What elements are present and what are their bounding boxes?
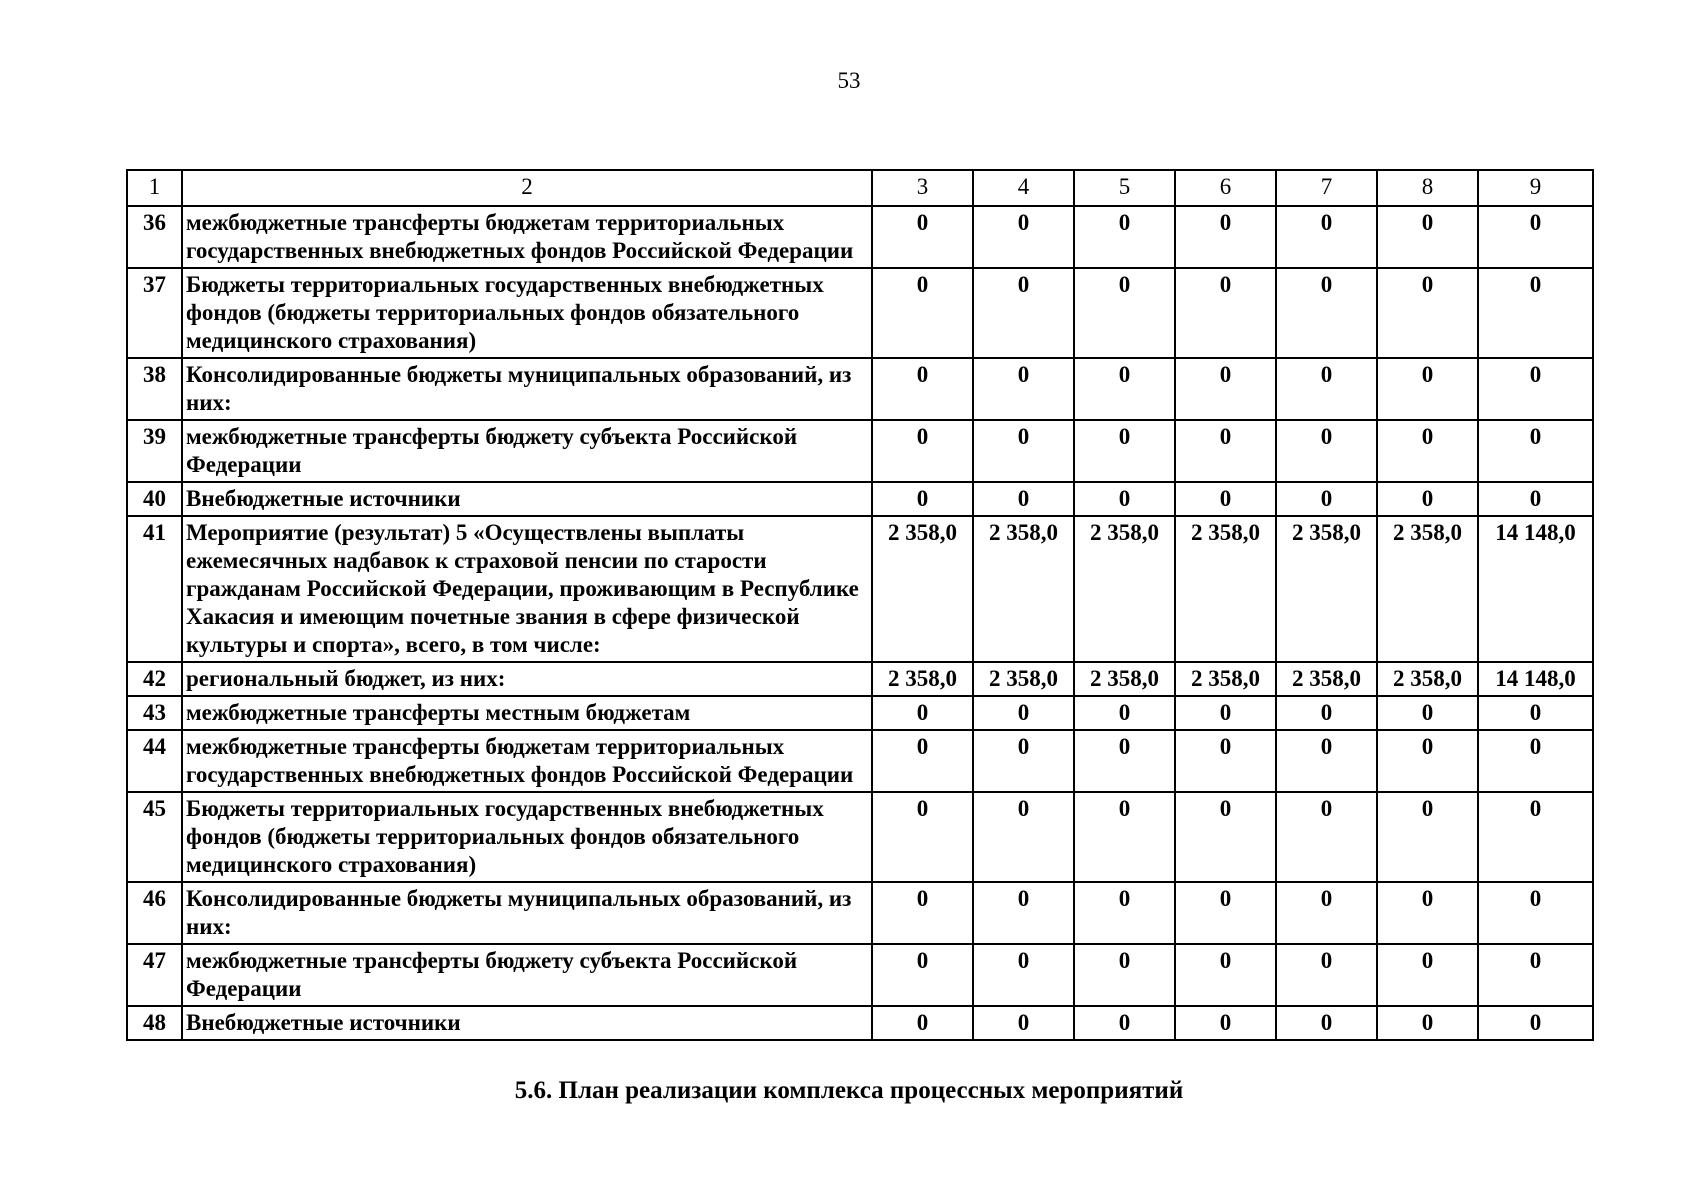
budget-table [126, 169, 1594, 1041]
row-description: межбюджетные трансферты бюджету субъекта Российской Федерации [182, 420, 872, 482]
value-cell: 0 [1478, 268, 1593, 358]
row-number: 42 [127, 662, 182, 696]
value-cell: 0 [973, 268, 1074, 358]
table-row [127, 792, 1593, 882]
value-cell: 2 358,0 [872, 516, 973, 662]
table-row [127, 206, 1593, 268]
value-cell: 0 [872, 696, 973, 730]
row-description: Внебюджетные источники [182, 482, 872, 516]
value-cell: 0 [1276, 268, 1377, 358]
value-cell: 0 [872, 944, 973, 1006]
value-cell: 0 [1074, 358, 1175, 420]
table-row [127, 268, 1593, 358]
column-header: 1 [127, 170, 182, 206]
value-cell: 0 [973, 206, 1074, 268]
value-cell: 0 [973, 792, 1074, 882]
value-cell: 0 [973, 482, 1074, 516]
row-description: Бюджеты территориальных государственных внебюджетных фондов (бюджеты территориальных фондов обязательного медицинского страхования) [182, 268, 872, 358]
value-cell: 0 [1276, 420, 1377, 482]
value-cell: 0 [1478, 482, 1593, 516]
table-row [127, 516, 1593, 662]
value-cell: 0 [1478, 420, 1593, 482]
value-cell: 0 [1478, 206, 1593, 268]
budget-table-container [126, 169, 1592, 1041]
table-row [127, 662, 1593, 696]
value-cell: 0 [1377, 1006, 1478, 1040]
column-header: 3 [872, 170, 973, 206]
value-cell: 0 [1175, 882, 1276, 944]
value-cell: 0 [1377, 882, 1478, 944]
value-cell: 0 [973, 358, 1074, 420]
value-cell: 0 [1377, 420, 1478, 482]
column-header: 6 [1175, 170, 1276, 206]
value-cell: 2 358,0 [1377, 662, 1478, 696]
column-header: 7 [1276, 170, 1377, 206]
row-number: 47 [127, 944, 182, 1006]
row-description: Консолидированные бюджеты муниципальных образований, из них: [182, 882, 872, 944]
value-cell: 0 [1175, 206, 1276, 268]
row-number: 44 [127, 730, 182, 792]
value-cell: 0 [1175, 482, 1276, 516]
table-row [127, 882, 1593, 944]
value-cell: 0 [1478, 358, 1593, 420]
table-row [127, 944, 1593, 1006]
value-cell: 2 358,0 [1276, 662, 1377, 696]
row-number: 39 [127, 420, 182, 482]
value-cell: 0 [1074, 730, 1175, 792]
value-cell: 0 [872, 482, 973, 516]
row-description: межбюджетные трансферты бюджетам территориальных государственных внебюджетных фондов Российской Федерации [182, 730, 872, 792]
value-cell: 0 [872, 358, 973, 420]
table-body [127, 206, 1593, 1040]
row-number: 41 [127, 516, 182, 662]
value-cell: 0 [1478, 944, 1593, 1006]
value-cell: 0 [973, 730, 1074, 792]
value-cell: 0 [1074, 1006, 1175, 1040]
table-row [127, 420, 1593, 482]
value-cell: 2 358,0 [1074, 662, 1175, 696]
value-cell: 0 [1074, 696, 1175, 730]
value-cell: 0 [1175, 792, 1276, 882]
value-cell: 0 [1276, 944, 1377, 1006]
section-title: 5.6. План реализации комплекса процессных мероприятий [514, 1077, 1184, 1104]
value-cell: 0 [1074, 420, 1175, 482]
value-cell: 0 [1276, 696, 1377, 730]
value-cell: 0 [1175, 944, 1276, 1006]
table-row [127, 696, 1593, 730]
value-cell: 0 [1074, 792, 1175, 882]
value-cell: 0 [1377, 730, 1478, 792]
table-row [127, 1006, 1593, 1040]
value-cell: 0 [1377, 358, 1478, 420]
value-cell: 0 [1276, 792, 1377, 882]
value-cell: 0 [1074, 944, 1175, 1006]
column-header: 9 [1478, 170, 1593, 206]
row-number: 36 [127, 206, 182, 268]
value-cell: 0 [1276, 730, 1377, 792]
row-number: 46 [127, 882, 182, 944]
value-cell: 0 [1377, 206, 1478, 268]
value-cell: 14 148,0 [1478, 516, 1593, 662]
value-cell: 0 [1276, 358, 1377, 420]
row-description: межбюджетные трансферты бюджету субъекта Российской Федерации [182, 944, 872, 1006]
value-cell: 0 [973, 1006, 1074, 1040]
value-cell: 2 358,0 [1276, 516, 1377, 662]
value-cell: 0 [1478, 1006, 1593, 1040]
row-description: Бюджеты территориальных государственных внебюджетных фондов (бюджеты территориальных фондов обязательного медицинского страхования) [182, 792, 872, 882]
value-cell: 0 [1377, 944, 1478, 1006]
column-header: 8 [1377, 170, 1478, 206]
value-cell: 0 [872, 268, 973, 358]
column-header: 2 [182, 170, 872, 206]
value-cell: 0 [872, 206, 973, 268]
value-cell: 0 [1074, 482, 1175, 516]
row-number: 45 [127, 792, 182, 882]
value-cell: 0 [872, 882, 973, 944]
value-cell: 0 [1276, 882, 1377, 944]
value-cell: 0 [1478, 792, 1593, 882]
row-description: межбюджетные трансферты бюджетам территориальных государственных внебюджетных фондов Российской Федерации [182, 206, 872, 268]
value-cell: 0 [1276, 482, 1377, 516]
row-description: Внебюджетные источники [182, 1006, 872, 1040]
value-cell: 0 [1377, 268, 1478, 358]
row-number: 40 [127, 482, 182, 516]
value-cell: 0 [1175, 730, 1276, 792]
value-cell: 0 [1276, 1006, 1377, 1040]
value-cell: 0 [1478, 730, 1593, 792]
value-cell: 2 358,0 [973, 516, 1074, 662]
value-cell: 14 148,0 [1478, 662, 1593, 696]
row-description: региональный бюджет, из них: [182, 662, 872, 696]
value-cell: 0 [1175, 1006, 1276, 1040]
value-cell: 0 [1175, 696, 1276, 730]
value-cell: 0 [1377, 482, 1478, 516]
table-row [127, 730, 1593, 792]
value-cell: 0 [1175, 268, 1276, 358]
value-cell: 0 [1478, 882, 1593, 944]
column-header: 4 [973, 170, 1074, 206]
value-cell: 0 [1074, 268, 1175, 358]
value-cell: 0 [1377, 792, 1478, 882]
row-number: 43 [127, 696, 182, 730]
table-row [127, 482, 1593, 516]
value-cell: 0 [872, 420, 973, 482]
row-description: Консолидированные бюджеты муниципальных образований, из них: [182, 358, 872, 420]
value-cell: 0 [1377, 696, 1478, 730]
value-cell: 2 358,0 [1377, 516, 1478, 662]
value-cell: 0 [872, 792, 973, 882]
value-cell: 2 358,0 [973, 662, 1074, 696]
value-cell: 0 [973, 696, 1074, 730]
row-description: межбюджетные трансферты местным бюджетам [182, 696, 872, 730]
value-cell: 0 [973, 420, 1074, 482]
page-number: 53 [837, 68, 861, 93]
value-cell: 0 [872, 730, 973, 792]
value-cell: 2 358,0 [1074, 516, 1175, 662]
row-description: Мероприятие (результат) 5 «Осуществлены выплаты ежемесячных надбавок к страховой пенсии по старости гражданам Российской Федерации, проживающим в Республике Хакасия и имеющим почетные звания в сфере физической культуры и спорта», всего, в том числе: [182, 516, 872, 662]
value-cell: 0 [1478, 696, 1593, 730]
column-header: 5 [1074, 170, 1175, 206]
row-number: 38 [127, 358, 182, 420]
value-cell: 2 358,0 [872, 662, 973, 696]
value-cell: 0 [1175, 358, 1276, 420]
value-cell: 0 [872, 1006, 973, 1040]
table-header-row [127, 170, 1593, 206]
row-number: 37 [127, 268, 182, 358]
value-cell: 0 [1175, 420, 1276, 482]
value-cell: 0 [973, 944, 1074, 1006]
value-cell: 2 358,0 [1175, 516, 1276, 662]
table-row [127, 358, 1593, 420]
value-cell: 0 [1074, 206, 1175, 268]
value-cell: 0 [973, 882, 1074, 944]
value-cell: 0 [1074, 882, 1175, 944]
value-cell: 0 [1276, 206, 1377, 268]
value-cell: 2 358,0 [1175, 662, 1276, 696]
row-number: 48 [127, 1006, 182, 1040]
